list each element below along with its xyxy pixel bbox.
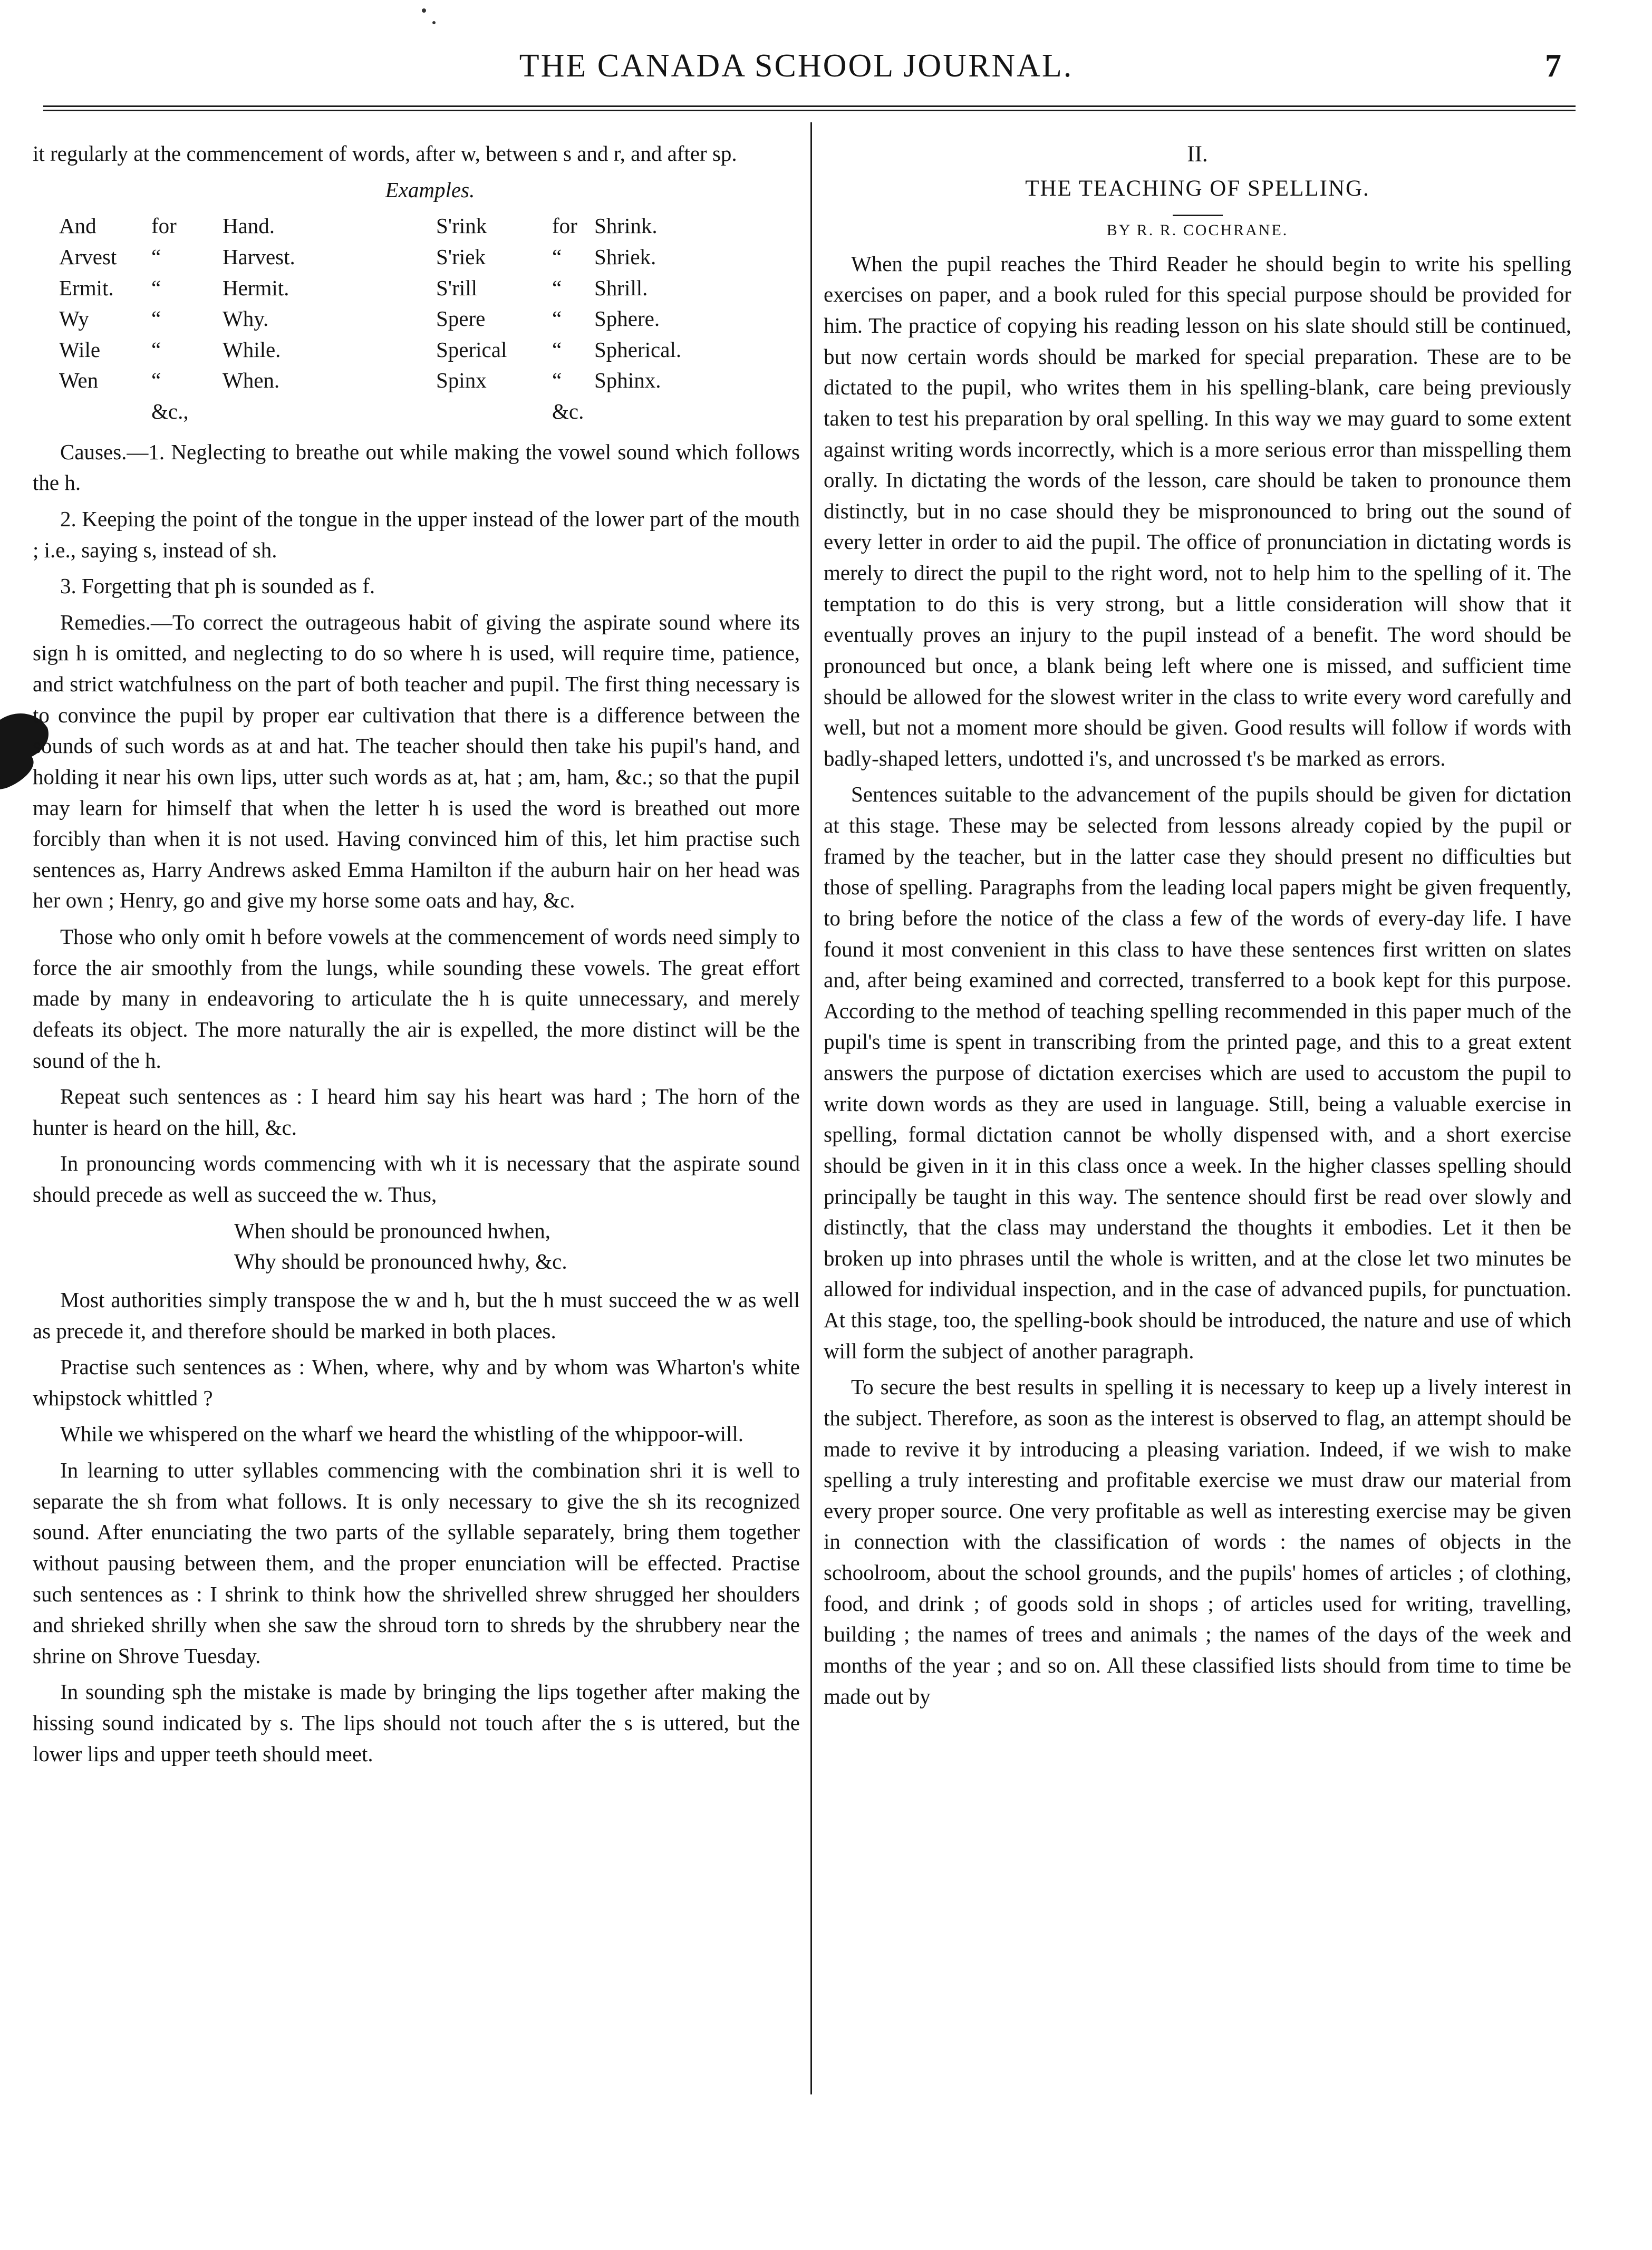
example-row <box>33 365 800 396</box>
page-number: 7 <box>1545 48 1561 84</box>
example-cell: “ <box>151 337 161 362</box>
example-cell: Hermit. <box>223 275 289 300</box>
example-cell: Wile <box>59 337 101 362</box>
row-indent <box>33 303 59 334</box>
example-cell: Spherical. <box>594 337 682 362</box>
row-indent <box>33 334 59 365</box>
row-indent <box>33 242 59 273</box>
causes-paragraph-3: 3. Forgetting that ph is sounded as f. <box>60 574 375 598</box>
article-title: THE TEACHING OF SPELLING. <box>1025 176 1370 201</box>
example-cell: S'rill <box>436 275 478 300</box>
example-cell: Spere <box>436 306 486 331</box>
example-cell: Wy <box>59 306 89 331</box>
example-cell <box>436 396 552 427</box>
example-cell: Ermit. <box>59 275 114 300</box>
header-rule <box>43 105 1576 111</box>
article-paragraph-1: When the pupil reaches the Third Reader he should begin to write his spelling exercises on paper, and a book ruled for this special purpose should be provided for him. The practice of copying his reading lesson on his slate should still be continued, but now certain words should be marked for special preparation. These are to be dictated to the pupil, who writes them in his spelling-blank, care being previously taken to test his preparation by oral spelling. In this way we may guard to some extent against writing words incorrectly, which is a more serious error than misspelling them orally. In dictating the words of the lesson, care should be taken to pronounce them distinctly, but in no case should they be mispronounced to bring out the sound of every letter in order to aid the pupil. The office of pronunciation in dictating words is merely to direct the pupil to the right word, not to help him to the spelling of it. The temptation to do this is very strong, but a little consideration will show that it eventually proves an injury to the pupil instead of a benefit. The word should be pronounced but once, a blank being left where one is missed, and sufficient time should be allowed for the slowest writer in the class to write every word carefully and well, but not a moment more should be given. Good results will follow if words with badly-shaped letters, undotted i's, and uncrossed t's be marked as errors. <box>824 251 1571 770</box>
example-cell: When. <box>223 368 280 393</box>
row-indent <box>33 365 59 396</box>
practise-paragraph: Practise such sentences as : When, where, why and by whom was Wharton's white whipstock whittled ? <box>33 1355 800 1410</box>
omit-paragraph: Those who only omit h before vowels at the commencement of words need simply to force the air smoothly from the lungs, while sounding these vowels. The great effort made by many in endeavoring to articulate the h is quite unnecessary, and merely defeats its object. The more naturally the air is expelled, the more distinct will be the sound of the h. <box>33 924 800 1073</box>
example-cell: Why. <box>223 306 269 331</box>
section-number: II. <box>1187 142 1208 167</box>
example-line: When should be pronounced hwhen, <box>234 1218 551 1243</box>
example-cell: “ <box>552 306 562 331</box>
example-cell: Shriek. <box>594 244 656 269</box>
authorities-paragraph: Most authorities simply transpose the w and h, but the h must succeed the w as well as precede it, and therefore should be marked in both places. <box>33 1287 800 1343</box>
shri-paragraph: In learning to utter syllables commencing with the combination shri it is well to separate the sh from what follows. It is only necessary to give the sh its recognized sound. After enunciating the two parts of the syllable separately, bring them together without pausing between them, and the proper enunciation will be effected. Practise such sentences as : I shrink to think how the shrivelled shrew shrugged her shoulders and shrieked shrilly when she saw the shroud torn to shreds by the shrubbery near the shrine on Shrove Tuesday. <box>33 1458 800 1668</box>
pronunciation-examples <box>33 1215 800 1277</box>
example-cell: While. <box>223 337 281 362</box>
example-cell: Shrink. <box>594 214 658 238</box>
example-cell: “ <box>151 306 161 331</box>
example-cell <box>223 396 436 427</box>
repeat-paragraph: Repeat such sentences as : I heard him say his heart was hard ; The horn of the hunter is heard on the hill, &c. <box>33 1084 800 1140</box>
right-column <box>824 138 1571 1717</box>
example-cell: “ <box>552 368 562 393</box>
examples-table <box>33 210 800 427</box>
left-column <box>33 138 800 1774</box>
example-row <box>33 396 800 427</box>
causes-paragraph-2: 2. Keeping the point of the tongue in the upper instead of the lower part of the mouth ; i.e., saying s, instead of sh. <box>33 506 800 562</box>
row-indent <box>33 273 59 304</box>
example-cell <box>594 396 800 427</box>
example-row <box>33 210 800 242</box>
example-cell: “ <box>151 368 161 393</box>
example-cell: for <box>151 214 177 238</box>
scan-speck <box>432 21 436 24</box>
remedies-paragraph: Remedies.—To correct the outrageous habit of giving the aspirate sound where its sign h is omitted, and neglecting to do so where h is used, will require time, patience, and strict watchfulness on the part of both teacher and pupil. The first thing necessary is to convince the pupil by proper ear cultivation that there is a difference between the sounds of such words as at and hat. The teacher should then take his pupil's hand, and holding it near his own lips, utter such words as at, hat ; am, ham, &c.; so that the pupil may learn for himself that when the letter h is used the word is breathed out more forcibly than when it is not used. Having convinced him of this, let him practise such sentences as, Harry Andrews asked Emma Hamilton if the auburn hair on her head was her own ; Henry, go and give my horse some oats and hay, &c. <box>33 610 800 913</box>
example-cell: “ <box>151 244 161 269</box>
running-head: THE CANADA SCHOOL JOURNAL. <box>519 48 1074 84</box>
example-cell: Sphere. <box>594 306 660 331</box>
example-cell: “ <box>552 275 562 300</box>
example-row <box>33 273 800 304</box>
example-cell: Sperical <box>436 337 507 362</box>
example-cell: “ <box>151 275 161 300</box>
example-cell: Hand. <box>223 214 275 238</box>
example-cell: Harvest. <box>223 244 295 269</box>
example-line: Why should be pronounced hwhy, &c. <box>234 1249 567 1274</box>
example-cell: Wen <box>59 368 99 393</box>
wh-paragraph: In pronouncing words commencing with wh it is necessary that the aspirate sound should precede as well as succeed the w. Thus, <box>33 1151 800 1206</box>
example-cell: &c., <box>151 399 189 423</box>
example-cell: Arvest <box>59 244 117 269</box>
example-row <box>33 303 800 334</box>
example-cell: &c. <box>552 399 584 423</box>
example-row <box>33 334 800 365</box>
column-divider <box>810 122 812 2094</box>
example-row <box>33 242 800 273</box>
article-paragraph-3: To secure the best results in spelling it is necessary to keep up a lively interest in the subject. Therefore, as soon as the interest is observed to flag, an attempt should be made to revive it by introducing a pleasing variation. Indeed, if we wish to make spelling a truly interesting and profitable exercise we must draw our material from every proper source. One very profitable as well as interesting exercise may be given in connection with the classification of words : the names of objects in the schoolroom, about the school grounds, and the pupils' homes of articles ; of clothing, food, and drink ; of goods sold in shops ; of articles used for writing, travelling, building ; the names of trees and animals ; the names of the days of the week and months of the year ; and so on. All these classified lists should from time to time be made out by <box>824 1375 1571 1708</box>
title-rule <box>1173 215 1223 216</box>
intro-paragraph: it regularly at the commencement of words, after w, between s and r, and after sp. <box>33 141 737 166</box>
causes-paragraph-1: Causes.—1. Neglecting to breathe out while making the vowel sound which follows the h. <box>33 439 800 495</box>
row-indent <box>33 210 59 242</box>
example-cell: And <box>59 214 96 238</box>
article-paragraph-2: Sentences suitable to the advancement of the pupils should be given for dictation at this stage. These may be selected from lessons already copied by the pupil or framed by the teacher, but in the latter case they should present no difficulties but those of spelling. Paragraphs from the leading local papers might be given frequently, to bring before the notice of the class a few of the words of every-day life. I have found it most convenient in this class to have these sentences first written on slates and, after being examined and corrected, transferred to a book kept for this purpose. According to the method of teaching spelling recommended in this paper much of the pupil's time is spent in transcribing from the printed page, and this to a great extent answers the purpose of dictation exercises which are used to accustom the pupil to write down words as they are used in language. Still, being a valuable exercise in spelling, formal dictation cannot be wholly dispensed with, and a short exercise should be given in it in this class once a week. In the higher classes spelling should principally be taught in this way. The sentence should first be read over slowly and distinctly, that the class may understand the thoughts it embodies. Let it then be broken up into phrases until the whole is written, and at the close let two minutes be allowed for individual inspection, and in the case of advanced pupils, for punctuation. At this stage, too, the spelling-book should be introduced, the nature and use of which will form the subject of another paragraph. <box>824 782 1571 1363</box>
examples-heading: Examples. <box>385 177 475 202</box>
scan-speck <box>422 8 426 13</box>
example-cell: Shrill. <box>594 275 648 300</box>
sph-paragraph: In sounding sph the mistake is made by bringing the lips together after making the hissing sound indicated by s. The lips should not touch after the s is uttered, but the lower lips and upper teeth should meet. <box>33 1679 800 1766</box>
example-cell: for <box>552 214 577 238</box>
example-cell <box>59 396 151 427</box>
example-cell: S'riek <box>436 244 486 269</box>
whisper-paragraph: While we whispered on the wharf we heard the whistling of the whippoor-will. <box>60 1422 744 1446</box>
example-cell: “ <box>552 337 562 362</box>
example-cell: “ <box>552 244 562 269</box>
row-indent <box>33 396 59 427</box>
example-cell: Sphinx. <box>594 368 661 393</box>
byline: BY R. R. COCHRANE. <box>1106 221 1289 239</box>
example-cell: S'rink <box>436 214 487 238</box>
example-cell: Spinx <box>436 368 487 393</box>
